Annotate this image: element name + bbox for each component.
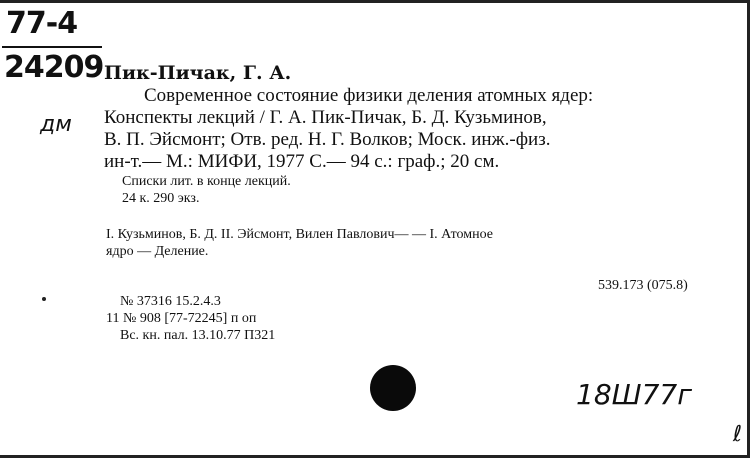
inventory-number: 24209 xyxy=(4,50,104,85)
catalog-line-3: Вс. кн. пал. 13.10.77 П321 xyxy=(120,328,276,343)
handwritten-signature: 18Ш77г xyxy=(576,378,692,411)
title-line-2: Конспекты лекций / Г. А. Пик-Пичак, Б. Д. Кузьминов, xyxy=(104,107,547,128)
margin-handwriting: дм xyxy=(40,112,72,137)
title-line-1: Современное состояние физики деления атомных ядер: xyxy=(144,85,594,106)
card-border-top xyxy=(0,0,750,3)
shelf-underline xyxy=(2,46,102,48)
title-line-4: ин-т.— М.: МИФИ, 1977 С.— 94 с.: граф.; 20 см. xyxy=(104,151,500,172)
catalog-line-1: № 37316 15.2.4.3 xyxy=(120,294,221,309)
tracing-line-1: I. Кузьминов, Б. Д. II. Эйсмонт, Вилен Павлович— — I. Атомное xyxy=(106,227,493,242)
author-heading: Пик-Пичак, Г. А. xyxy=(104,62,292,84)
corner-mark: ℓ xyxy=(733,422,743,447)
catalog-line-2: 11 № 908 [77-72245] п оп xyxy=(106,311,257,326)
shelf-mark: 77-4 xyxy=(6,6,78,41)
note-price-copies: 24 к. 290 экз. xyxy=(122,191,200,206)
ink-speck xyxy=(42,297,46,301)
udc-code: 539.173 (075.8) xyxy=(598,278,688,293)
tracing-line-2: ядро — Деление. xyxy=(106,244,209,259)
punch-hole xyxy=(370,365,416,411)
note-bibliography: Списки лит. в конце лекций. xyxy=(122,174,291,189)
title-line-3: В. П. Эйсмонт; Отв. ред. Н. Г. Волков; Моск. инж.-физ. xyxy=(104,129,551,150)
